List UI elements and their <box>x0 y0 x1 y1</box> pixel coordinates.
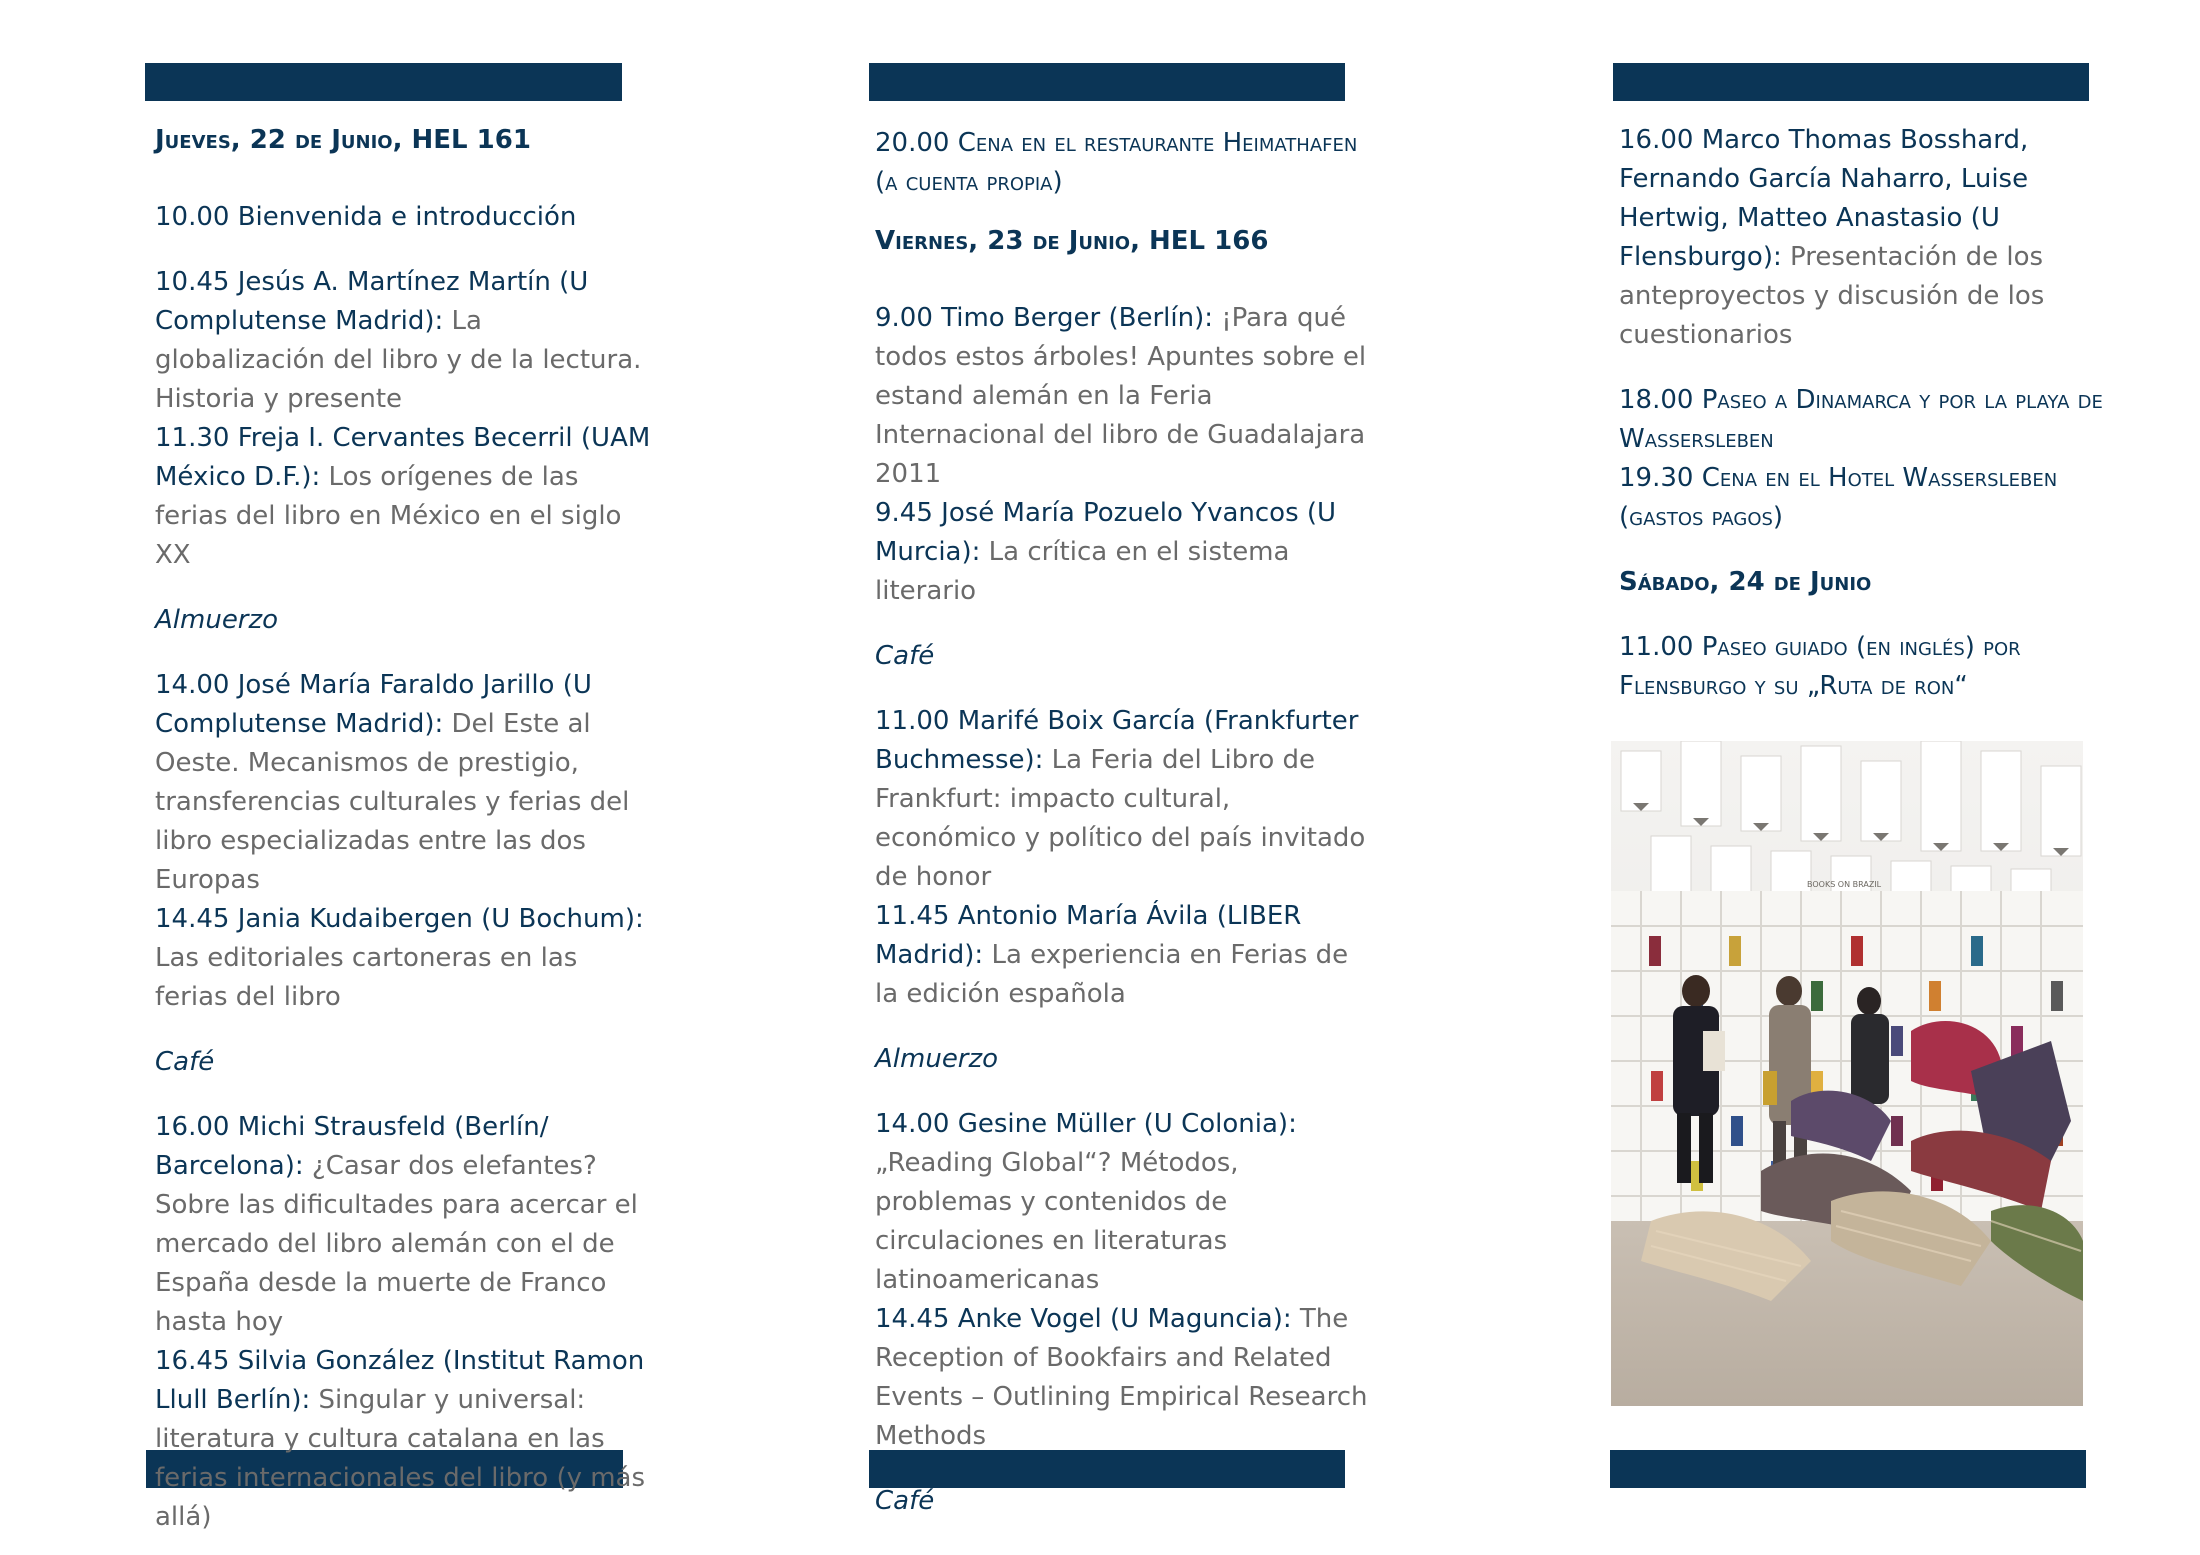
talk-speaker: 9.45 José María Pozuelo Yvancos (U Murcia): <box>875 498 1337 567</box>
top-bar-middle <box>869 63 1345 101</box>
talk-item <box>875 494 1375 611</box>
talk-speaker: 11.30 Freja I. Cervantes Becerril (UAM México D.F.): <box>155 423 651 492</box>
talk-speaker: 14.45 Anke Vogel (U Maguncia): <box>875 1304 1292 1334</box>
talk-item <box>875 1300 1375 1456</box>
dinner-item: 19.30 Cena en el Hotel Wassersleben (gastos pagos) <box>1619 463 2058 532</box>
walk-item: 18.00 Paseo a Dinamarca y por la playa de Wassersleben <box>1619 385 2103 454</box>
talk-title: Presentación de los anteproyectos y discusión de los cuestionarios <box>1619 242 2045 350</box>
day-heading: Sábado, 24 de Junio <box>1619 567 1872 597</box>
welcome-item: 10.00 Bienvenida e introducción <box>155 202 577 232</box>
talk-speaker: 16.00 Marco Thomas Bosshard, Fernando García Naharro, Luise Hertwig, Matteo Anastasio (U Flensburgo): <box>1619 125 2029 272</box>
talk-title: Del Este al Oeste. Mecanismos de prestigio, transferencias culturales y ferias del libro especializadas entre las dos Europas <box>155 709 630 895</box>
talk-title: La experiencia en Ferias de la edición española <box>875 940 1349 1009</box>
talk-title: „Reading Global“? Métodos, problemas y contenidos de circulaciones en literaturas latinoamericanas <box>875 1148 1239 1295</box>
break-coffee: Café <box>875 641 935 671</box>
talk-title: ¿Casar dos elefantes? Sobre las dificultades para acercar el mercado del libro alemán con el de España desde la muerte de Franco hasta hoy <box>155 1151 638 1337</box>
talk-speaker: 9.00 Timo Berger (Berlín): <box>875 303 1213 333</box>
talk-title: La globalización del libro y de la lectura. Historia y presente <box>155 306 642 414</box>
talk-item <box>155 1108 655 1342</box>
talk-item <box>1619 121 2119 355</box>
dinner-item: 20.00 Cena en el restaurante Heimathafen (a cuenta propia) <box>875 128 1358 197</box>
break-lunch: Almuerzo <box>155 605 279 635</box>
talk-item <box>155 1342 655 1537</box>
talk-title: ¡Para qué todos estos árboles! Apuntes sobre el estand alemán en la Feria Internacional del libro de Guadalajara 2011 <box>875 303 1367 489</box>
talk-item <box>875 702 1375 897</box>
talk-item <box>875 897 1375 1014</box>
talk-title: Las editoriales cartoneras en las ferias del libro <box>155 943 578 1012</box>
talk-speaker: 14.45 Jania Kudaibergen (U Bochum): <box>155 904 644 934</box>
book-fair-photo <box>1611 741 2083 1406</box>
talk-title: Los orígenes de las ferias del libro en México en el siglo XX <box>155 462 622 570</box>
break-coffee: Café <box>875 1486 935 1516</box>
guided-tour-item: 11.00 Paseo guiado (en inglés) por Flensburgo y su „Ruta de ron“ <box>1619 632 2021 701</box>
bottom-bar-right <box>1610 1450 2086 1488</box>
talk-speaker: 14.00 José María Faraldo Jarillo (U Complutense Madrid): <box>155 670 592 739</box>
talk-speaker: 16.00 Michi Strausfeld (Berlín/ Barcelona): <box>155 1112 549 1181</box>
top-bar-right <box>1613 63 2089 101</box>
talk-speaker: 10.45 Jesús A. Martínez Martín (U Complutense Madrid): <box>155 267 589 336</box>
break-coffee: Café <box>155 1047 215 1077</box>
talk-title: La crítica en el sistema literario <box>875 537 1290 606</box>
talk-item <box>155 666 655 900</box>
talk-item <box>155 419 655 575</box>
column-saturday <box>1619 121 2119 706</box>
talk-title: Singular y universal: literatura y cultura catalana en las ferias internacionales del libro (y más allá) <box>155 1385 646 1532</box>
top-bar-left <box>145 63 622 101</box>
talk-speaker: 16.45 Silvia González (Institut Ramon Llull Berlín): <box>155 1346 645 1415</box>
book-fair-illustration <box>1611 741 2083 1406</box>
talk-title: La Feria del Libro de Frankfurt: impacto cultural, económico y político del país invitado de honor <box>875 745 1366 892</box>
talk-speaker: 11.45 Antonio María Ávila (LIBER Madrid): <box>875 901 1302 970</box>
break-lunch: Almuerzo <box>875 1044 999 1074</box>
talk-item <box>875 1105 1375 1300</box>
column-thursday <box>155 121 655 1537</box>
booth-sign: BOOKS ON BRAZIL <box>1807 880 1882 889</box>
day-heading: Viernes, 23 de Junio, HEL 166 <box>875 226 1269 256</box>
talk-title: The Reception of Bookfairs and Related Events – Outlining Empirical Research Methods <box>875 1304 1368 1451</box>
talk-item <box>155 900 655 1017</box>
talk-item <box>155 263 655 419</box>
column-friday <box>875 124 1375 1521</box>
talk-speaker: 14.00 Gesine Müller (U Colonia): <box>875 1109 1297 1139</box>
talk-speaker: 11.00 Marifé Boix García (Frankfurter Buchmesse): <box>875 706 1359 775</box>
day-heading: Jueves, 22 de Junio, HEL 161 <box>155 125 531 155</box>
talk-item <box>875 299 1375 494</box>
